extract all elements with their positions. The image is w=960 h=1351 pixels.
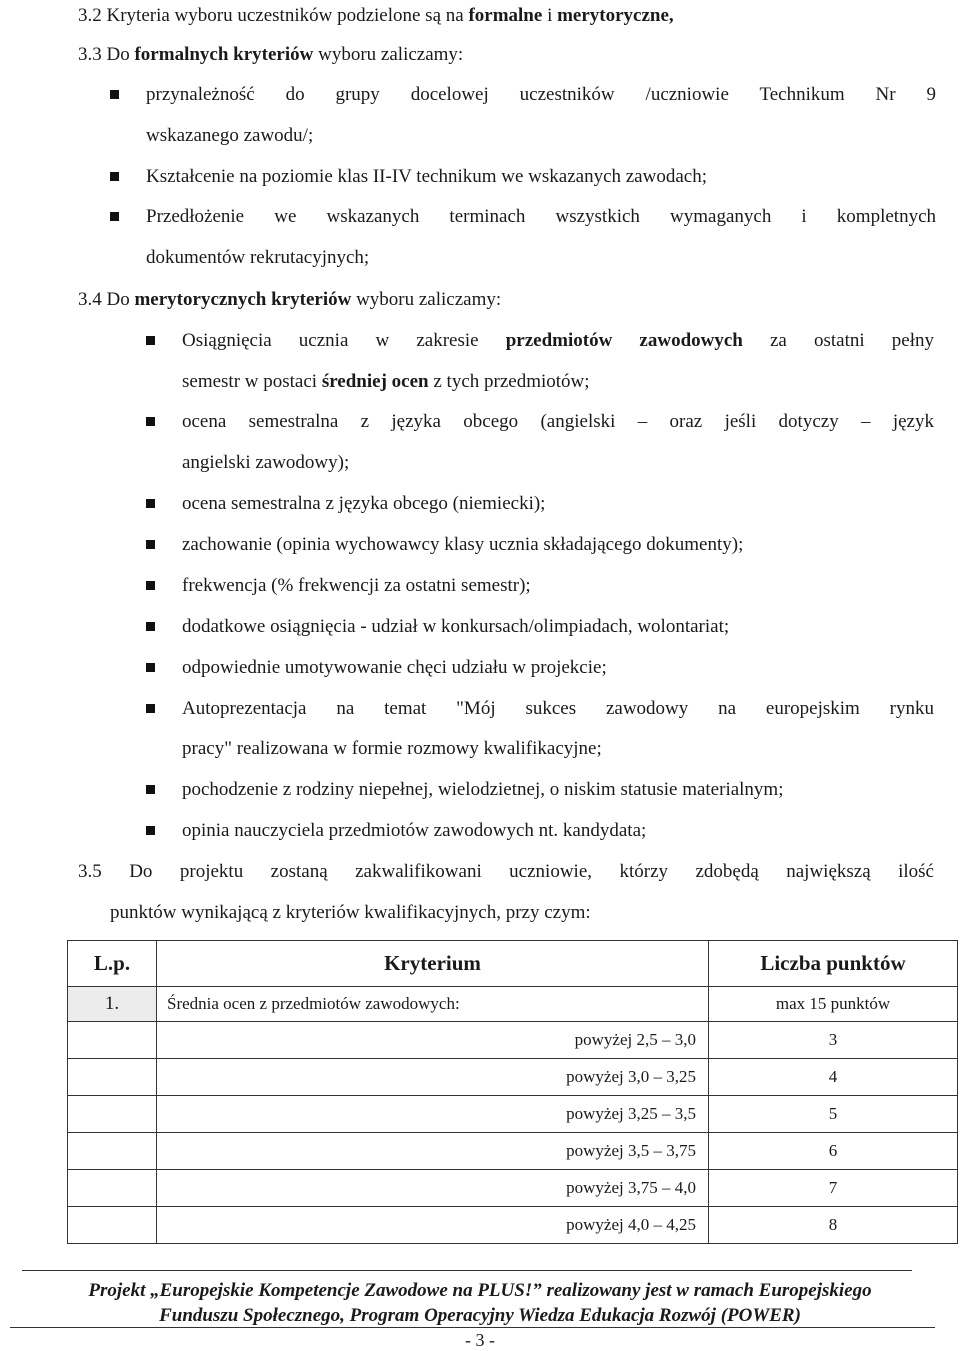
square-bullet-icon [110,172,119,181]
footer-line-1: Projekt „Europejskie Kompetencje Zawodowe na PLUS!” realizowany jest w ramach Europejskiego [88,1280,872,1301]
square-bullet-icon [146,704,155,713]
table-row [68,1022,958,1059]
range-points: 3 [709,1022,958,1059]
merit-item-4: zachowanie (opinia wychowawcy klasy ucznia składającego dokumenty); [182,534,744,555]
footer-rule-bottom [10,1327,935,1328]
square-bullet-icon [110,90,119,99]
merit-item-9: pochodzenie z rodziny niepełnej, wielodzietnej, o niskim statusie materialnym; [182,779,784,800]
range-label: powyżej 3,5 – 3,75 [566,1141,696,1160]
table-row [68,987,958,1022]
square-bullet-icon [146,336,155,345]
merit-item-8-cont: pracy" realizowana w formie rozmowy kwalifikacyjne; [182,738,602,759]
formal-item-3: Przedłożenie we wskazanych terminach wszystkich wymaganych i kompletnych [146,206,936,227]
merit-item-10: opinia nauczyciela przedmiotów zawodowych nt. kandydata; [182,820,647,841]
merit-item-2-cont: angielski zawodowy); [182,452,350,473]
square-bullet-icon [146,581,155,590]
section-number: 3.4 [78,289,102,310]
merit-item-2: ocena semestralna z języka obcego (angielski – oraz jeśli dotyczy – język [182,411,934,432]
formal-item-1: przynależność do grupy docelowej uczestników /uczniowie Technikum Nr 9 [146,84,936,105]
square-bullet-icon [146,622,155,631]
formal-item-1-cont: wskazanego zawodu/; [146,125,314,146]
merit-item-6: dodatkowe osiągnięcia - udział w konkursach/olimpiadach, wolontariat; [182,616,730,637]
header-criterion: Kryterium [157,941,709,987]
table-row [68,1096,958,1133]
table-row [68,1207,958,1244]
table-row [68,1133,958,1170]
range-points: 5 [709,1096,958,1133]
range-points: 7 [709,1170,958,1207]
section-3-4: 3.4 Do merytorycznych kryteriów wyboru zaliczamy: [78,289,502,310]
square-bullet-icon [146,785,155,794]
range-points: 6 [709,1133,958,1170]
section-3-2: 3.2 Kryteria wyboru uczestników podzielone są na formalne i merytoryczne, [78,5,674,26]
merit-item-1: Osiągnięcia ucznia w zakresie przedmiotów zawodowych za ostatni pełny [182,330,934,351]
footer-line-2: Funduszu Społecznego, Program Operacyjny Wiedza Edukacja Rozwój (POWER) [159,1305,801,1326]
square-bullet-icon [146,417,155,426]
formal-item-2: Kształcenie na poziomie klas II-IV technikum we wskazanych zawodach; [146,166,707,187]
section-3-5: 3.5 Do projektu zostaną zakwalifikowani uczniowie, którzy zdobędą największą ilość [78,861,934,882]
merit-item-7: odpowiednie umotywowanie chęci udziału w projekcie; [182,657,607,678]
formal-item-3-cont: dokumentów rekrutacyjnych; [146,247,370,268]
criteria-table [67,940,958,1244]
range-label: powyżej 4,0 – 4,25 [566,1215,696,1234]
square-bullet-icon [146,499,155,508]
row-points: max 15 punktów [709,987,958,1022]
square-bullet-icon [110,212,119,221]
table-row [68,1059,958,1096]
page-number: - 3 - [465,1330,495,1350]
section-3-5-cont: punktów wynikającą z kryteriów kwalifikacyjnych, przy czym: [110,902,591,923]
section-number: 3.2 [78,5,102,26]
square-bullet-icon [146,826,155,835]
section-3-3: 3.3 Do formalnych kryteriów wyboru zaliczamy: [78,44,464,65]
square-bullet-icon [146,663,155,672]
range-points: 8 [709,1207,958,1244]
header-lp: L.p. [68,941,157,987]
range-label: powyżej 3,0 – 3,25 [566,1067,696,1086]
section-number: 3.3 [78,44,102,65]
range-points: 4 [709,1059,958,1096]
merit-item-3: ocena semestralna z języka obcego (niemiecki); [182,493,546,514]
row-criterion: Średnia ocen z przedmiotów zawodowych: [157,987,709,1022]
footer-rule-top [22,1270,912,1271]
square-bullet-icon [146,540,155,549]
range-label: powyżej 2,5 – 3,0 [574,1030,696,1049]
merit-item-8: Autoprezentacja na temat "Mój sukces zawodowy na europejskim rynku [182,698,934,719]
row-lp: 1. [68,987,157,1022]
table-header-row [68,941,958,987]
header-points: Liczba punktów [709,941,958,987]
merit-item-1-cont: semestr w postaci średniej ocen z tych przedmiotów; [182,371,590,392]
table-row [68,1170,958,1207]
range-label: powyżej 3,75 – 4,0 [566,1178,696,1197]
merit-item-5: frekwencja (% frekwencji za ostatni semestr); [182,575,531,596]
range-label: powyżej 3,25 – 3,5 [566,1104,696,1123]
